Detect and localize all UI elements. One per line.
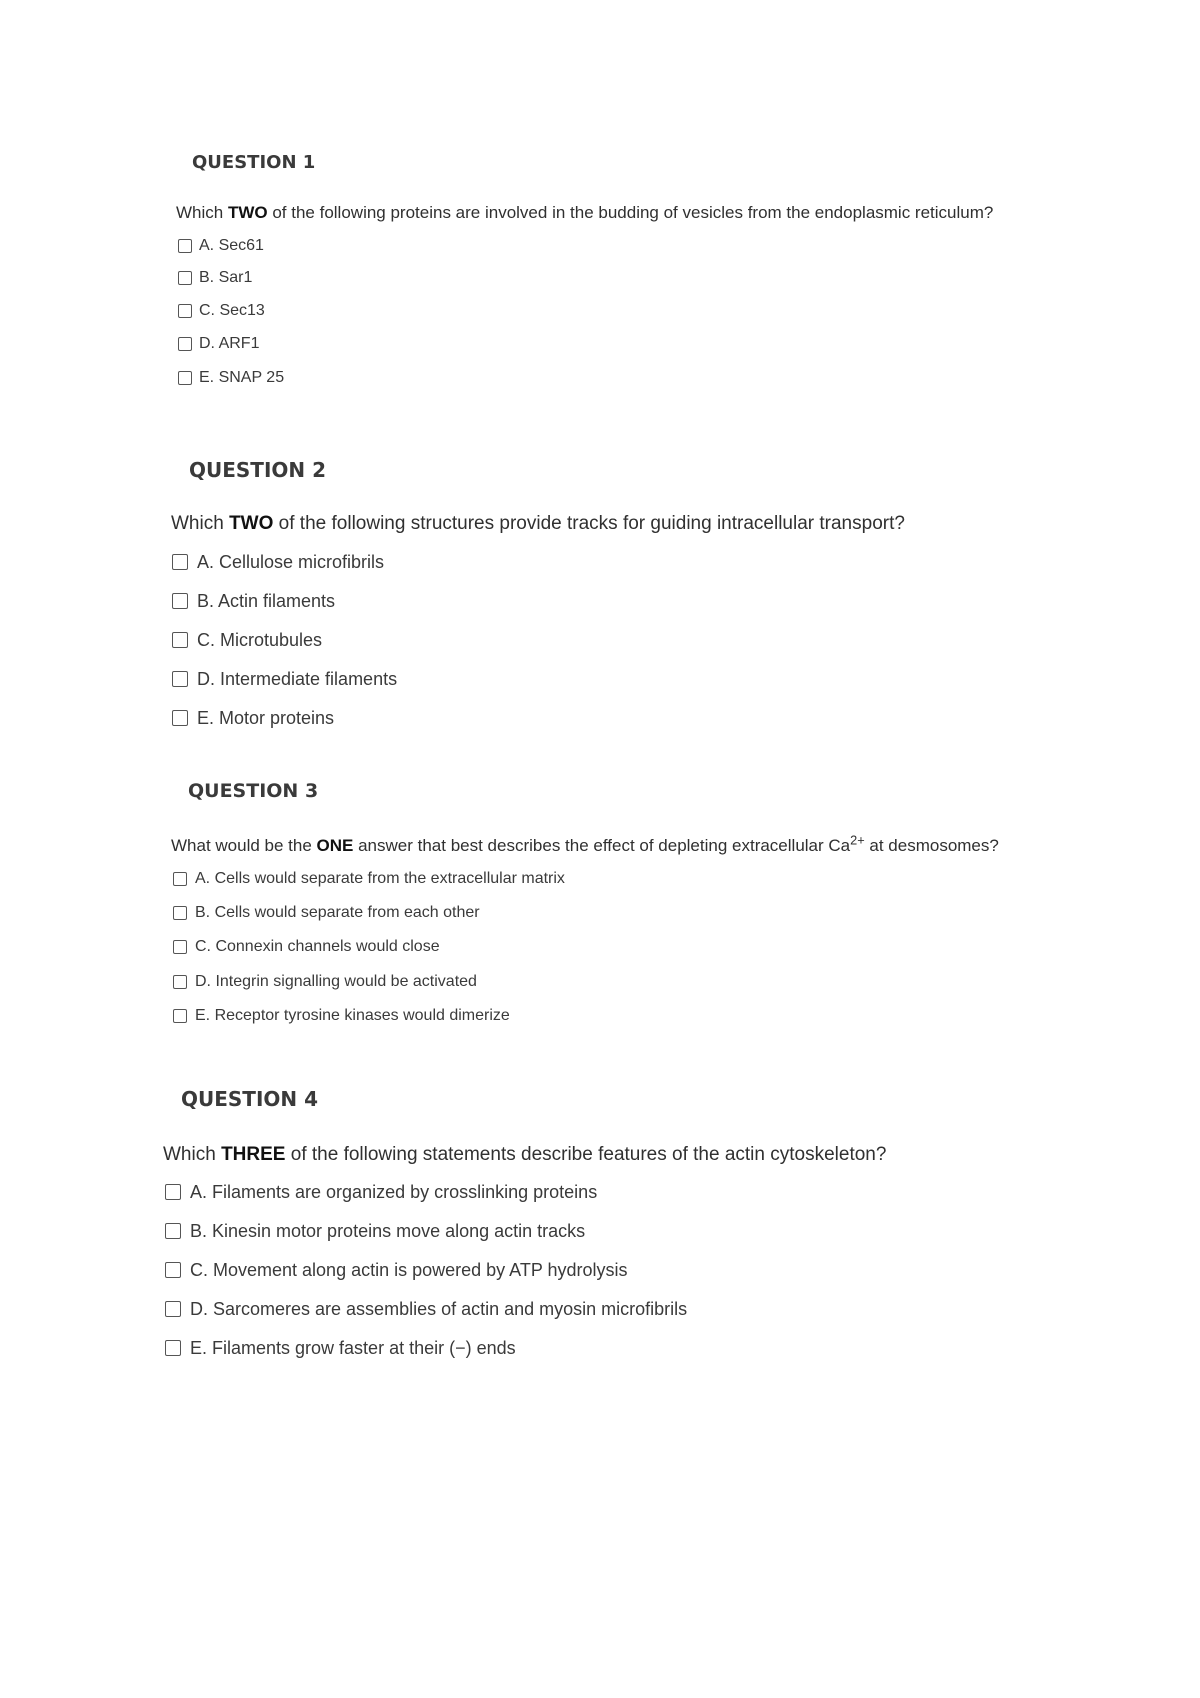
option-label: D. Sarcomeres are assemblies of actin and myosin microfibrils (190, 1298, 688, 1319)
checkbox[interactable] (173, 940, 187, 954)
answer-option[interactable] (165, 1180, 597, 1204)
checkbox[interactable] (178, 371, 192, 385)
question-prompt: Which TWO of the following structures provide tracks for guiding intracellular transport? (171, 513, 905, 534)
prompt-emphasis: TWO (227, 203, 268, 222)
option-label: D. Intermediate filaments (197, 668, 398, 689)
option-label: A. Cells would separate from the extracellular matrix (195, 870, 565, 887)
checkbox[interactable] (173, 1009, 187, 1023)
option-label: C. Microtubules (197, 629, 323, 650)
answer-option[interactable] (172, 667, 397, 691)
checkbox[interactable] (172, 671, 188, 687)
prompt-emphasis: TWO (229, 513, 274, 534)
option-label: B. Actin filaments (197, 590, 336, 611)
checkbox[interactable] (172, 632, 188, 648)
option-label: A. Cellulose microfibrils (197, 551, 385, 572)
question-prompt: What would be the ONE answer that best describes the effect of depleting extracellular $Ca^{2+}$ at desmosomes? (171, 832, 999, 855)
checkbox[interactable] (178, 304, 192, 318)
answer-option[interactable] (172, 706, 334, 730)
question-title: QUESTION 4 (181, 1087, 319, 1111)
option-label: B. Cells would separate from each other (195, 904, 480, 921)
option-label: C. Sec13 (199, 302, 265, 319)
answer-option[interactable] (165, 1219, 585, 1243)
option-label: C. Movement along actin is powered by ATP hydrolysis (190, 1259, 628, 1280)
answer-option[interactable] (173, 971, 477, 993)
checkbox[interactable] (173, 906, 187, 920)
checkbox[interactable] (165, 1340, 181, 1356)
option-label: C. Connexin channels would close (195, 938, 440, 955)
checkbox[interactable] (173, 872, 187, 886)
answer-option[interactable] (172, 550, 384, 574)
checkbox[interactable] (178, 239, 192, 253)
option-label: D. Integrin signalling would be activated (195, 973, 477, 990)
option-label: E. Motor proteins (197, 707, 335, 728)
answer-option[interactable] (178, 333, 259, 355)
prompt-emphasis: THREE (221, 1144, 286, 1165)
question-title: QUESTION 2 (189, 458, 327, 482)
option-label: D. ARF1 (199, 335, 260, 352)
answer-option[interactable] (172, 589, 335, 613)
checkbox[interactable] (165, 1184, 181, 1200)
answer-option[interactable] (165, 1336, 516, 1360)
question-prompt: Which THREE of the following statements describe features of the actin cytoskeleton? (163, 1144, 887, 1165)
answer-option[interactable] (178, 367, 284, 389)
checkbox[interactable] (173, 975, 187, 989)
answer-option[interactable] (173, 936, 440, 958)
answer-option[interactable] (173, 1005, 510, 1027)
answer-option[interactable] (172, 628, 322, 652)
checkbox[interactable] (178, 271, 192, 285)
checkbox[interactable] (178, 337, 192, 351)
option-label: E. Receptor tyrosine kinases would dimerize (195, 1007, 510, 1024)
question-prompt: Which TWO of the following proteins are involved in the budding of vesicles from the endoplasmic reticulum? (176, 203, 994, 222)
answer-option[interactable] (178, 300, 265, 322)
answer-option[interactable] (173, 868, 565, 890)
question-title: QUESTION 1 (192, 152, 316, 173)
answer-option[interactable] (178, 267, 252, 289)
checkbox[interactable] (172, 554, 188, 570)
prompt-emphasis: ONE (316, 836, 354, 855)
checkbox[interactable] (165, 1223, 181, 1239)
option-label: A. Sec61 (199, 237, 264, 254)
option-label: B. Sar1 (199, 269, 253, 286)
answer-option[interactable] (165, 1297, 687, 1321)
option-label: A. Filaments are organized by crosslinking proteins (190, 1181, 598, 1202)
checkbox[interactable] (165, 1301, 181, 1317)
option-label: E. SNAP 25 (199, 369, 285, 386)
checkbox[interactable] (172, 593, 188, 609)
option-label: E. Filaments grow faster at their (−) ends (190, 1337, 516, 1358)
option-label: B. Kinesin motor proteins move along actin tracks (190, 1220, 586, 1241)
checkbox[interactable] (165, 1262, 181, 1278)
charge-superscript: 2+ (850, 832, 865, 848)
answer-option[interactable] (173, 902, 480, 924)
checkbox[interactable] (172, 710, 188, 726)
question-title: QUESTION 3 (188, 780, 319, 802)
answer-option[interactable] (178, 235, 264, 257)
answer-option[interactable] (165, 1258, 628, 1282)
